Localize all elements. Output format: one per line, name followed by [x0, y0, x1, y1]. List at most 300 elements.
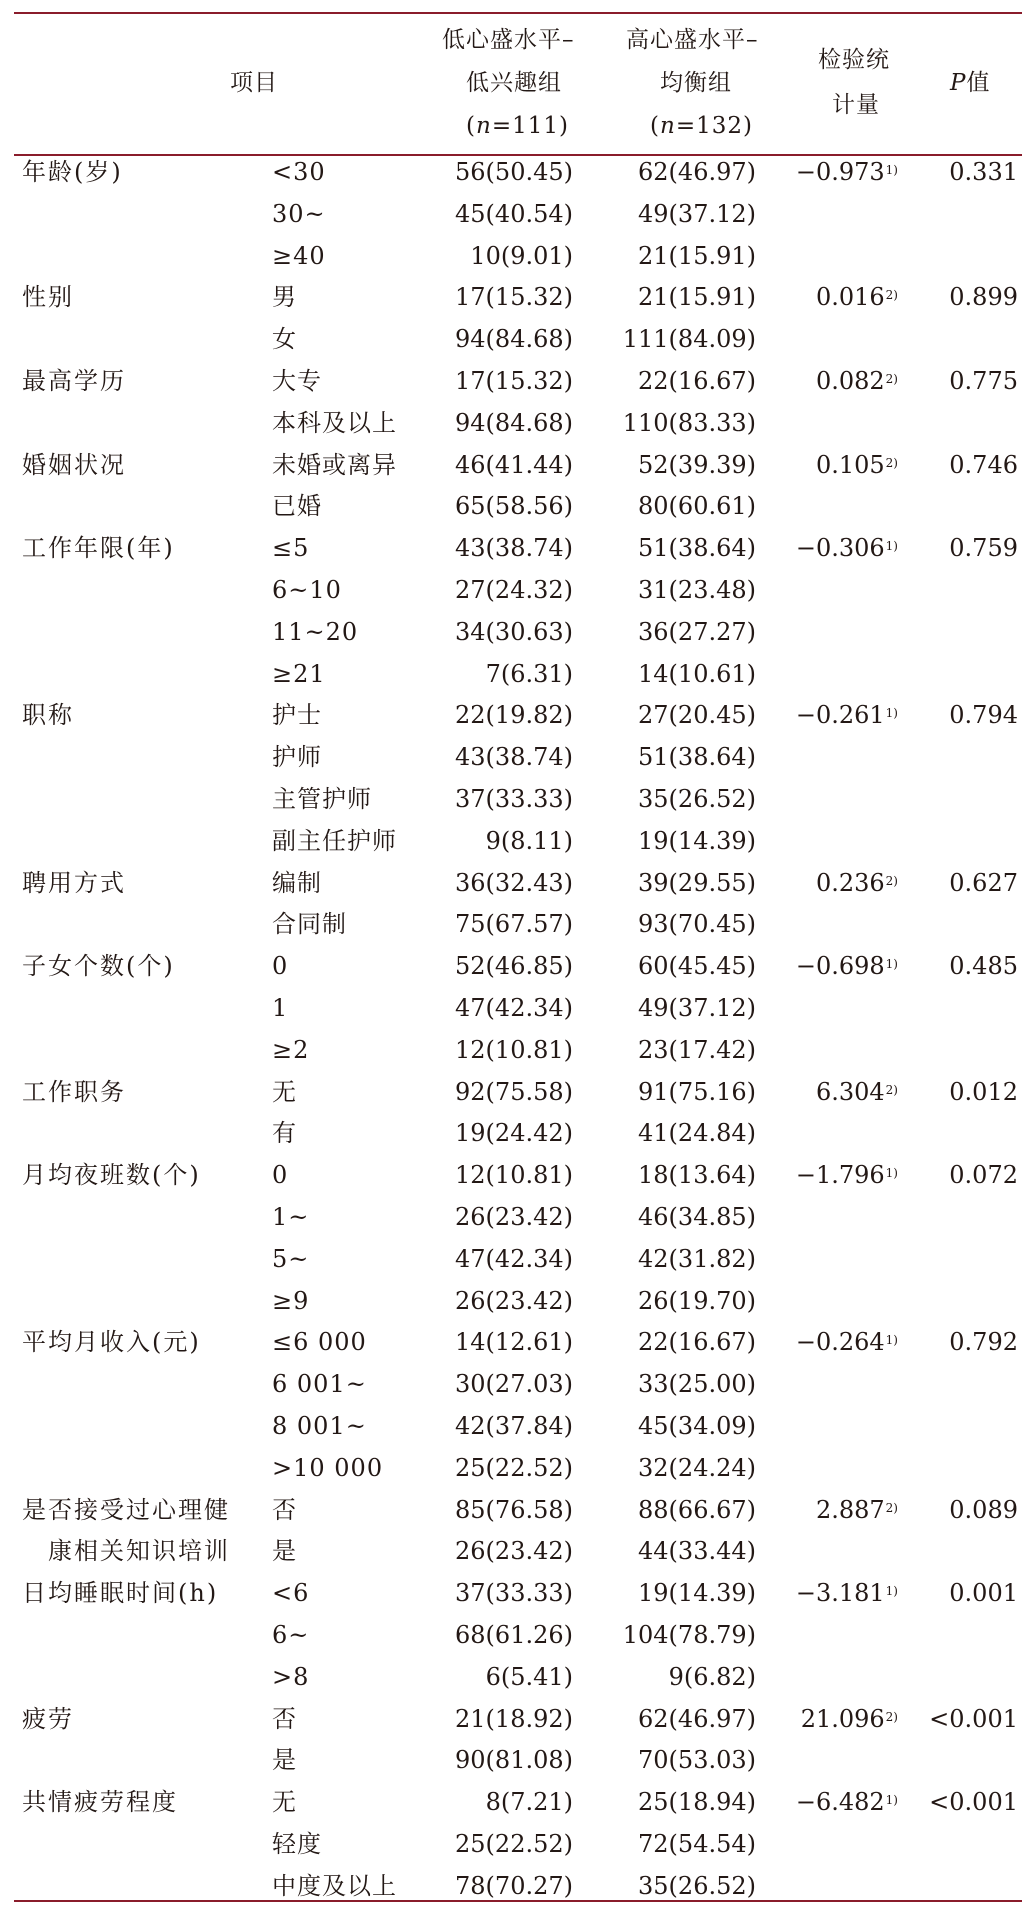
- row-group2-value-text: 110(83.33): [622, 409, 756, 437]
- row-test-statistic-text: 0.082: [815, 367, 885, 395]
- row-test-footnote-mark: 1): [885, 1584, 898, 1598]
- row-group1-value: [455, 157, 573, 187]
- table-header-rule: [14, 154, 1022, 156]
- row-p-value: [949, 700, 1018, 730]
- row-group1-value: [455, 784, 573, 814]
- row-test-statistic-text: −0.264: [795, 1328, 885, 1356]
- row-subgroup-label: [272, 1787, 297, 1817]
- row-item-label: [22, 533, 175, 563]
- row-subgroup-label-text: 6~: [272, 1621, 310, 1649]
- row-test-footnote-mark: 2): [885, 372, 898, 386]
- row-item-label: [48, 1536, 230, 1566]
- row-test-statistic: [796, 1160, 898, 1190]
- row-group1-value-text: 14(12.61): [455, 1328, 573, 1356]
- row-group1-value: [455, 366, 573, 396]
- row-p-value-text: 0.001: [949, 1579, 1018, 1607]
- row-subgroup-label-text: 无: [272, 1788, 297, 1816]
- row-group2-value: [638, 1495, 756, 1525]
- row-group2-value-text: 45(34.09): [638, 1412, 756, 1440]
- row-test-statistic-text: −0.306: [795, 534, 885, 562]
- row-group2-value: [638, 1829, 756, 1859]
- row-subgroup-label: [272, 1202, 309, 1232]
- row-group2-value-text: 27(20.45): [638, 701, 756, 729]
- row-subgroup-label: [272, 157, 326, 187]
- row-test-statistic: [816, 282, 898, 312]
- row-subgroup-label: [272, 1745, 297, 1775]
- row-group2-value: [638, 491, 756, 521]
- row-subgroup-label-text: 轻度: [272, 1830, 322, 1858]
- row-item-label: [22, 700, 74, 730]
- row-test-statistic-text: 21.096: [800, 1705, 885, 1733]
- row-group1-value: [455, 909, 573, 939]
- row-subgroup-label-text: 是: [272, 1746, 297, 1774]
- row-test-statistic-text: 0.016: [815, 283, 885, 311]
- row-group1-value: [455, 1286, 573, 1316]
- row-group2-value-text: 25(18.94): [638, 1788, 756, 1816]
- row-group2-value: [638, 951, 756, 981]
- row-group2-value: [638, 1160, 756, 1190]
- row-p-value-text: 0.746: [949, 451, 1018, 479]
- table-top-rule: [14, 12, 1022, 14]
- row-item-label-text: 性别: [22, 283, 74, 311]
- row-subgroup-label: [272, 324, 297, 354]
- row-test-footnote-mark: 2): [885, 456, 898, 470]
- row-group2-value-text: 23(17.42): [638, 1036, 756, 1064]
- row-group2-value-text: 46(34.85): [638, 1203, 756, 1231]
- row-group1-value-text: 75(67.57): [455, 910, 573, 938]
- row-group2-value-text: 35(26.52): [638, 1872, 756, 1900]
- row-group1-value: [455, 450, 573, 480]
- row-group1-value-text: 65(58.56): [455, 492, 573, 520]
- row-subgroup-label: [272, 659, 326, 689]
- row-group2-value: [638, 1244, 756, 1274]
- row-subgroup-label: [272, 575, 342, 605]
- row-group1-value-text: 7(6.31): [485, 660, 573, 688]
- row-subgroup-label: [272, 1035, 309, 1065]
- row-group1-value-text: 37(33.33): [455, 785, 573, 813]
- header-p-suffix: 值: [966, 70, 991, 96]
- row-group2-value-text: 21(15.91): [638, 242, 756, 270]
- row-subgroup-label: [272, 450, 397, 480]
- header-p-var: P: [950, 70, 967, 96]
- row-group2-value-text: 104(78.79): [622, 1621, 756, 1649]
- row-item-label: [22, 366, 126, 396]
- row-group2-value-text: 60(45.45): [638, 952, 756, 980]
- row-p-value: [949, 1160, 1018, 1190]
- row-group2-value: [638, 826, 756, 856]
- row-group1-value: [455, 1244, 573, 1274]
- row-subgroup-label: [272, 1411, 367, 1441]
- row-subgroup-label: [272, 533, 309, 563]
- row-subgroup-label-text: 有: [272, 1119, 297, 1147]
- row-test-statistic: [796, 1787, 898, 1817]
- row-subgroup-label: [272, 282, 297, 312]
- row-subgroup-label: [272, 1327, 367, 1357]
- row-group2-value: [638, 909, 756, 939]
- row-subgroup-label-text: 女: [272, 325, 297, 353]
- row-subgroup-label-text: 0: [272, 952, 289, 980]
- row-test-statistic: [801, 1704, 898, 1734]
- row-group2-value: [638, 1369, 756, 1399]
- row-group2-value: [638, 450, 756, 480]
- row-p-value-text: 0.899: [949, 283, 1018, 311]
- row-group1-value-text: 85(76.58): [455, 1496, 573, 1524]
- row-p-value-text: 0.089: [949, 1496, 1018, 1524]
- header-stat-line2: 计量: [832, 92, 880, 118]
- row-test-footnote-mark: 1): [885, 1333, 898, 1347]
- row-group2-value-text: 49(37.12): [638, 994, 756, 1022]
- row-item-label: [22, 1578, 218, 1608]
- row-group1-value: [455, 1077, 573, 1107]
- row-group1-value: [486, 826, 573, 856]
- row-group2-value-text: 93(70.45): [638, 910, 756, 938]
- row-subgroup-label-text: 5~: [272, 1245, 310, 1273]
- row-subgroup-label-text: 是: [272, 1537, 297, 1565]
- row-subgroup-label-text: ≥40: [272, 242, 326, 270]
- row-item-label-text: 月均夜班数(个): [22, 1161, 201, 1189]
- row-item-label-text: 日均睡眠时间(h): [22, 1579, 219, 1607]
- row-test-footnote-mark: 1): [885, 539, 898, 553]
- row-group1-value: [455, 533, 573, 563]
- header-group1-n-val: =111: [491, 113, 559, 139]
- row-group2-value-text: 22(16.67): [638, 1328, 756, 1356]
- row-subgroup-label: [272, 700, 322, 730]
- row-subgroup-label-text: 护师: [272, 743, 322, 771]
- row-group1-value: [455, 1327, 573, 1357]
- row-subgroup-label-text: ≥9: [272, 1287, 310, 1315]
- row-group1-value: [455, 491, 573, 521]
- row-group1-value-text: 92(75.58): [455, 1078, 573, 1106]
- row-group2-value: [638, 1077, 756, 1107]
- row-item-label: [22, 282, 74, 312]
- row-group2-value: [638, 1536, 756, 1566]
- row-group1-value-text: 6(5.41): [485, 1663, 573, 1691]
- row-item-label: [22, 450, 126, 480]
- row-group2-value-text: 39(29.55): [638, 869, 756, 897]
- row-group2-value: [638, 366, 756, 396]
- row-group1-value-text: 78(70.27): [455, 1872, 573, 1900]
- row-group1-value: [455, 1118, 573, 1148]
- header-group2-line2: 均衡组: [660, 70, 732, 96]
- row-item-label: [22, 951, 175, 981]
- row-group2-value: [638, 199, 756, 229]
- row-subgroup-label: [272, 1620, 309, 1650]
- row-item-label-text: 最高学历: [22, 367, 126, 395]
- row-subgroup-label: [272, 1369, 367, 1399]
- row-group1-value: [455, 1871, 573, 1901]
- row-group1-value-text: 27(24.32): [455, 576, 573, 604]
- row-group1-value-text: 90(81.08): [455, 1746, 573, 1774]
- row-group1-value: [455, 1369, 573, 1399]
- row-group1-value: [455, 1160, 573, 1190]
- row-group1-value: [455, 1745, 573, 1775]
- row-test-statistic-text: −1.796: [795, 1161, 885, 1189]
- row-subgroup-label: [272, 1453, 383, 1483]
- row-p-value: [949, 533, 1018, 563]
- row-subgroup-label-text: <6: [272, 1579, 310, 1607]
- row-group2-value-text: 22(16.67): [638, 367, 756, 395]
- row-subgroup-label-text: 否: [272, 1705, 297, 1733]
- row-group2-value-text: 44(33.44): [638, 1537, 756, 1565]
- row-subgroup-label-text: ≥2: [272, 1036, 310, 1064]
- row-subgroup-label: [272, 1118, 297, 1148]
- row-test-footnote-mark: 2): [885, 1501, 898, 1515]
- row-item-label: [22, 1327, 201, 1357]
- row-subgroup-label-text: >10 000: [272, 1454, 384, 1482]
- row-group1-value-text: 8(7.21): [485, 1788, 573, 1816]
- row-item-label-text: 康相关知识培训: [48, 1537, 230, 1565]
- row-group1-value-text: 43(38.74): [455, 534, 573, 562]
- row-group1-value: [455, 282, 573, 312]
- row-subgroup-label: [272, 1495, 297, 1525]
- row-group2-value-text: 18(13.64): [638, 1161, 756, 1189]
- row-group1-value-text: 26(23.42): [455, 1287, 573, 1315]
- row-group1-value-text: 94(84.68): [455, 325, 573, 353]
- row-item-label: [22, 1077, 126, 1107]
- row-test-footnote-mark: 2): [885, 1083, 898, 1097]
- row-group2-value-text: 9(6.82): [668, 1663, 756, 1691]
- row-subgroup-label-text: 6 001~: [272, 1370, 367, 1398]
- row-group2-value: [638, 1787, 756, 1817]
- row-item-label-text: 职称: [22, 701, 74, 729]
- row-group1-value-text: 42(37.84): [455, 1412, 573, 1440]
- row-group1-value: [455, 1495, 573, 1525]
- row-test-statistic: [816, 450, 898, 480]
- row-test-footnote-mark: 1): [885, 163, 898, 177]
- row-group1-value-text: 45(40.54): [455, 200, 573, 228]
- row-subgroup-label: [272, 1536, 297, 1566]
- row-test-footnote-mark: 2): [885, 1710, 898, 1724]
- header-p-value: [950, 63, 990, 103]
- row-group2-value: [638, 1035, 756, 1065]
- row-group2-value: [638, 282, 756, 312]
- row-group1-value-text: 30(27.03): [455, 1370, 573, 1398]
- row-item-label: [22, 1495, 230, 1525]
- row-p-value: [949, 282, 1018, 312]
- row-group2-value: [638, 1453, 756, 1483]
- row-subgroup-label: [272, 1829, 322, 1859]
- row-test-statistic: [796, 533, 898, 563]
- row-group2-value: [669, 1662, 756, 1692]
- row-group1-value-text: 21(18.92): [455, 1705, 573, 1733]
- row-subgroup-label: [272, 1077, 297, 1107]
- row-group1-value-text: 17(15.32): [455, 367, 573, 395]
- row-subgroup-label-text: 主管护师: [272, 785, 372, 813]
- row-group2-value-text: 19(14.39): [638, 1579, 756, 1607]
- row-subgroup-label: [272, 1244, 309, 1274]
- header-group2-line1: 高心盛水平–: [626, 27, 759, 53]
- row-subgroup-label: [272, 241, 326, 271]
- row-item-label-text: 共情疲劳程度: [22, 1788, 178, 1816]
- row-group1-value-text: 46(41.44): [455, 451, 573, 479]
- row-group1-value: [455, 700, 573, 730]
- row-group2-value-text: 35(26.52): [638, 785, 756, 813]
- row-p-value-text: <0.001: [929, 1705, 1018, 1733]
- row-group2-value-text: 32(24.24): [638, 1454, 756, 1482]
- row-group2-value-text: 51(38.64): [638, 743, 756, 771]
- row-group1-value: [455, 1704, 573, 1734]
- row-group1-value-text: 12(10.81): [455, 1161, 573, 1189]
- row-item-label: [22, 1704, 74, 1734]
- row-test-statistic: [796, 1327, 898, 1357]
- row-group2-value-text: 70(53.03): [638, 1746, 756, 1774]
- row-subgroup-label: [272, 742, 322, 772]
- row-group1-value: [455, 1620, 573, 1650]
- header-group2-n: (n=132): [650, 113, 753, 139]
- row-group2-value: [623, 408, 756, 438]
- row-group1-value-text: 56(50.45): [455, 158, 573, 186]
- row-test-statistic: [796, 700, 898, 730]
- row-group2-value: [638, 1202, 756, 1232]
- row-p-value-text: 0.792: [949, 1328, 1018, 1356]
- row-group2-value: [638, 575, 756, 605]
- row-group2-value-text: 26(19.70): [638, 1287, 756, 1315]
- row-subgroup-label-text: 否: [272, 1496, 297, 1524]
- row-subgroup-label-text: 编制: [272, 869, 322, 897]
- row-subgroup-label: [272, 784, 372, 814]
- row-group2-value-text: 80(60.61): [638, 492, 756, 520]
- row-group1-value: [455, 199, 573, 229]
- row-group2-value-text: 19(14.39): [638, 827, 756, 855]
- row-subgroup-label-text: 30~: [272, 200, 326, 228]
- row-test-statistic: [816, 366, 898, 396]
- row-p-value: [949, 1495, 1018, 1525]
- row-test-statistic-text: 2.887: [815, 1496, 885, 1524]
- row-test-footnote-mark: 1): [885, 706, 898, 720]
- row-item-label: [22, 1787, 178, 1817]
- row-group2-value: [638, 533, 756, 563]
- row-group1-value-text: 25(22.52): [455, 1830, 573, 1858]
- row-group1-value: [486, 1787, 573, 1817]
- row-group1-value: [486, 659, 573, 689]
- row-group1-value-text: 36(32.43): [455, 869, 573, 897]
- row-p-value-text: 0.627: [949, 869, 1018, 897]
- header-group2-n-val: =132: [675, 113, 743, 139]
- row-item-label-text: 是否接受过心理健: [22, 1496, 230, 1524]
- row-group1-value-text: 34(30.63): [455, 618, 573, 646]
- row-item-label-text: 平均月收入(元): [22, 1328, 201, 1356]
- row-subgroup-label: [272, 909, 347, 939]
- row-test-footnote-mark: 1): [885, 1166, 898, 1180]
- row-subgroup-label: [272, 826, 397, 856]
- row-subgroup-label: [272, 1704, 297, 1734]
- row-group2-value-text: 21(15.91): [638, 283, 756, 311]
- row-group1-value-text: 19(24.42): [455, 1119, 573, 1147]
- row-group2-value-text: 62(46.97): [638, 1705, 756, 1733]
- row-subgroup-label: [272, 993, 288, 1023]
- row-p-value: [949, 157, 1018, 187]
- row-subgroup-label: [272, 199, 326, 229]
- row-p-value-text: 0.775: [949, 367, 1018, 395]
- row-group2-value: [638, 1286, 756, 1316]
- row-subgroup-label: [272, 1871, 397, 1901]
- row-subgroup-label: [272, 1578, 309, 1608]
- row-item-label-text: 聘用方式: [22, 869, 126, 897]
- row-group2-value-text: 88(66.67): [638, 1496, 756, 1524]
- row-test-statistic-text: −0.973: [795, 158, 885, 186]
- row-subgroup-label: [272, 1662, 309, 1692]
- row-p-value: [949, 868, 1018, 898]
- row-group1-value: [455, 575, 573, 605]
- row-group2-value: [638, 1118, 756, 1148]
- row-group1-value-text: 22(19.82): [455, 701, 573, 729]
- row-group1-value: [470, 241, 573, 271]
- row-subgroup-label-text: 1: [272, 994, 289, 1022]
- row-p-value: [949, 450, 1018, 480]
- row-group2-value: [638, 1578, 756, 1608]
- row-group1-value-text: 9(8.11): [485, 827, 573, 855]
- row-test-statistic-text: −0.698: [795, 952, 885, 980]
- row-group2-value: [623, 324, 756, 354]
- row-group1-value: [455, 951, 573, 981]
- row-group2-value: [638, 241, 756, 271]
- row-test-statistic-text: −3.181: [795, 1579, 885, 1607]
- header-group1-n-var: n: [475, 113, 492, 139]
- row-group2-value-text: 51(38.64): [638, 534, 756, 562]
- row-test-statistic: [816, 868, 898, 898]
- row-item-label-text: 工作年限(年): [22, 534, 175, 562]
- row-item-label: [22, 157, 123, 187]
- row-group1-value: [455, 617, 573, 647]
- row-test-statistic-text: 0.105: [815, 451, 885, 479]
- row-test-footnote-mark: 1): [885, 957, 898, 971]
- row-subgroup-label-text: 副主任护师: [272, 827, 397, 855]
- row-p-value: [929, 1787, 1018, 1817]
- row-group2-value: [638, 868, 756, 898]
- row-group2-value: [638, 157, 756, 187]
- row-subgroup-label-text: 6~10: [272, 576, 342, 604]
- row-group2-value: [638, 1871, 756, 1901]
- row-test-statistic-text: −6.482: [795, 1788, 885, 1816]
- row-subgroup-label: [272, 1286, 309, 1316]
- row-group2-value: [638, 1745, 756, 1775]
- row-group1-value-text: 12(10.81): [455, 1036, 573, 1064]
- row-group2-value-text: 52(39.39): [638, 451, 756, 479]
- row-group2-value-text: 41(24.84): [638, 1119, 756, 1147]
- row-test-footnote-mark: 2): [885, 288, 898, 302]
- row-group1-value: [455, 1202, 573, 1232]
- header-group1-line1: 低心盛水平–: [442, 27, 575, 53]
- row-test-footnote-mark: 1): [885, 1793, 898, 1807]
- row-test-statistic-text: 0.236: [815, 869, 885, 897]
- row-group1-value-text: 68(61.26): [455, 1621, 573, 1649]
- row-group1-value-text: 52(46.85): [455, 952, 573, 980]
- header-item: 项目: [230, 70, 278, 96]
- row-group1-value-text: 47(42.34): [455, 1245, 573, 1273]
- row-p-value-text: 0.012: [949, 1078, 1018, 1106]
- row-item-label-text: 年龄(岁): [22, 158, 123, 186]
- row-group1-value: [455, 1578, 573, 1608]
- row-group1-value: [455, 993, 573, 1023]
- row-group2-value-text: 62(46.97): [638, 158, 756, 186]
- row-subgroup-label-text: 8 001~: [272, 1412, 367, 1440]
- row-group1-value-text: 94(84.68): [455, 409, 573, 437]
- row-group2-value-text: 33(25.00): [638, 1370, 756, 1398]
- row-subgroup-label-text: <30: [272, 158, 326, 186]
- row-group1-value: [455, 1829, 573, 1859]
- row-group2-value-text: 42(31.82): [638, 1245, 756, 1273]
- row-item-label-text: 子女个数(个): [22, 952, 175, 980]
- row-item-label-text: 工作职务: [22, 1078, 126, 1106]
- row-group2-value: [638, 1704, 756, 1734]
- row-item-label-text: 婚姻状况: [22, 451, 126, 479]
- row-group1-value: [455, 324, 573, 354]
- row-subgroup-label: [272, 951, 288, 981]
- row-subgroup-label-text: 本科及以上: [272, 409, 397, 437]
- row-subgroup-label: [272, 408, 397, 438]
- row-group1-value-text: 37(33.33): [455, 1579, 573, 1607]
- row-group2-value-text: 36(27.27): [638, 618, 756, 646]
